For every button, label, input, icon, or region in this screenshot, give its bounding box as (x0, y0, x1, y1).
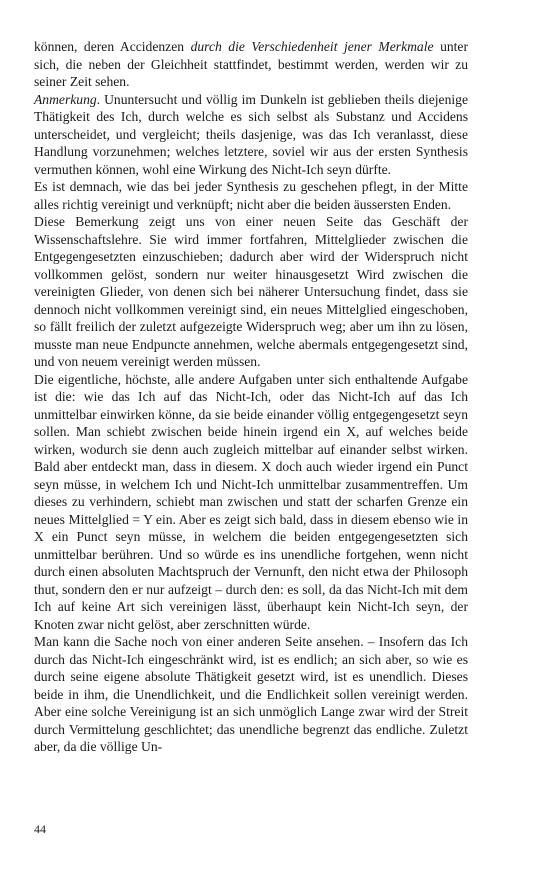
paragraph (34, 178, 468, 213)
paragraph (34, 91, 468, 179)
paragraph (34, 633, 468, 756)
text-run: unter sich, die neben der Gleichheit stattfindet, bestimmt werden, werden wir zu seiner Zeit sehen. (34, 39, 468, 89)
text-run: Die eigentliche, höchste, alle andere Aufgaben unter sich enthaltende Aufgabe ist die: wie das Ich auf das Nicht-Ich, oder das Nicht-Ich auf das Ich unmittelbar einwirken könne, da sie beide einander völlig entgegengesetzt seyn sollen. Man schiebt zwischen beide hinein irgend ein X, auf welches beide wirken, wodurch sie denn auch zugleich mittelbar auf einander selbst wirken. Bald aber entdeckt man, dass in diesem. X doch auch wieder irgend ein Punct seyn müsse, in welchem Ich und Nicht-Ich unmittelbar zusammentreffen. Um dieses zu verhindern, schiebt man zwischen und statt der scharfen Grenze ein neues Mittelglied = Y ein. Aber es zeigt sich bald, dass in diesem ebenso wie in X ein Punct seyn müsse, in welchem die beiden entgegengesetzten sich unmittelbar berühren. Und so würde es ins unendliche fortgehen, wenn nicht durch einen absoluten Machtspruch der Vernunft, den nicht etwa der Philosoph thut, sondern den er nur aufzeigt – durch den: es soll, da das Nicht-Ich mit dem Ich auf keine Art sich vereinigen lässt, überhaupt kein Nicht-Ich seyn, der Knoten zwar nicht gelöst, aber zerschnitten würde. (34, 371, 468, 632)
italic-text-run: durch die Verschiedenheit jener Merkmale (190, 39, 434, 54)
book-page-body (34, 38, 468, 756)
text-run: Man kann die Sache noch von einer anderen Seite ansehen. – Insofern das Ich durch das Nicht-Ich eingeschränkt wird, ist es endlich; an sich aber, so wie es durch seine eigene absolute Thätigkeit gesetzt wird, ist es unendlich. Dieses beide in ihm, die Unendlichkeit, und die Endlichkeit sollen vereinigt werden. Aber eine solche Vereinigung ist an sich unmöglich Lange zwar wird der Streit durch Vermittelung geschlichtet; das unendliche begrenzt das endliche. Zuletzt aber, da die völlige Un- (34, 634, 468, 754)
text-run: können, deren Accidenzen (34, 39, 191, 54)
page-number: 44 (34, 822, 46, 836)
text-run: Diese Bemerkung zeigt uns von einer neuen Seite das Geschäft der Wissenschaftslehre. Sie wird immer fortfahren, Mittelglieder zwischen die Entgegengesetzten einzuschieben; dadurch aber wird der Widerspruch nicht vollkommen gelöst, sondern nur weiter hinausgesetzt Wird zwischen die vereinigten Glieder, von denen sich bei näherer Untersuchung findet, dass sie dennoch nicht vollkommen vereinigt sind, ein neues Mittelglied eingeschoben, so fällt freilich der zuletzt aufgezeigte Widerspruch weg; aber um ihn zu lösen, musste man neue Endpuncte annehmen, welche abermals entgegengesetzt sind, und von neuem vereinigt werden müssen. (34, 214, 468, 369)
text-run: . Ununtersucht und völlig im Dunkeln ist geblieben theils diejenige Thätigkeit des Ich, durch welche es sich selbst als Substanz und Accidens unterscheidet, und vergleicht; theils dasjenige, was das Ich veranlasst, diese Handlung vorzunehmen; welches letztere, soviel wir aus der ersten Synthesis vermuthen können, wohl eine Wirkung des Nicht-Ich seyn dürfte. (34, 91, 468, 177)
text-run: Es ist demnach, wie das bei jeder Synthesis zu geschehen pflegt, in der Mitte alles richtig vereinigt und verknüpft; nicht aber die beiden äussersten Enden. (34, 179, 468, 212)
italic-text-run: Anmerkung (34, 91, 97, 107)
paragraph (34, 38, 468, 91)
paragraph (34, 213, 468, 371)
paragraph (34, 371, 468, 634)
